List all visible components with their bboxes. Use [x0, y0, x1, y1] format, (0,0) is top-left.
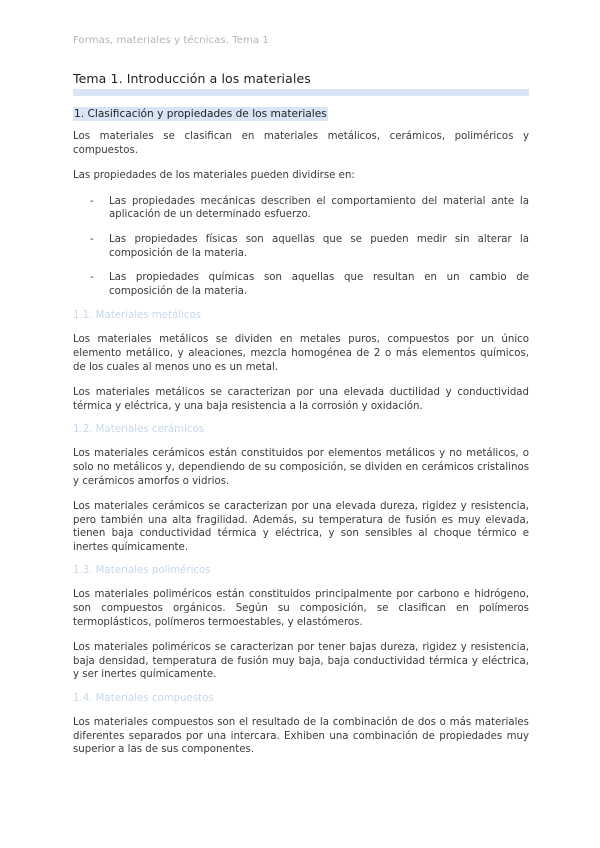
paragraph: Los materiales compuestos son el resultado de la combinación de dos o más materiales diferentes separados por una intercara. Exhiben una combinación de propiedades muy superior a las de sus componentes. — [73, 717, 529, 756]
list-item — [73, 271, 529, 298]
list-item-text: Las propiedades químicas son aquellas que resultan en un cambio de composición de la materia. — [109, 272, 529, 297]
document-body — [73, 102, 529, 757]
dash-bullet-icon: - — [90, 233, 94, 245]
section-heading: 1. Clasificación y propiedades de los materiales — [74, 108, 327, 120]
paragraph: Los materiales metálicos se dividen en metales puros, compuestos por un único elemento metálico, y aleaciones, mezcla homogénea de 2 o más elementos químicos, de los cuales al menos uno es un metal. — [73, 334, 529, 373]
dash-bullet-icon: - — [90, 195, 94, 207]
paragraph: Los materiales poliméricos están constituidos principalmente por carbono e hidrógeno, son compuestos orgánicos. Según su composición, se clasifican en polímeros termoplásticos, polímeros termoestables, y elastómeros. — [73, 589, 529, 628]
title-block — [73, 71, 529, 96]
paragraph: Los materiales cerámicos se caracterizan por una elevada dureza, rigidez y resistencia, pero también una alta fragilidad. Además, su temperatura de fusión es muy elevada, tienen baja conductividad térmica y eléctrica, y son sensibles al choque térmico e inertes químicamente. — [73, 501, 529, 553]
dash-bullet-icon: - — [90, 272, 94, 284]
page-title: Tema 1. Introducción a los materiales — [73, 71, 529, 96]
list-item — [73, 233, 529, 260]
subheading-composite: 1.4. Materiales compuestos — [73, 693, 214, 705]
subheading-metallic: 1.1. Materiales metálicos — [73, 310, 202, 322]
properties-intro: Las propiedades de los materiales pueden dividirse en: — [73, 170, 355, 182]
list-item — [73, 195, 529, 222]
paragraph: Los materiales poliméricos se caracterizan por tener bajas dureza, rigidez y resistencia, baja densidad, temperatura de fusión muy baja, baja conductividad térmica y eléctrica, y ser inertes químicamente. — [73, 642, 529, 681]
list-item-text: Las propiedades físicas son aquellas que se pueden medir sin alterar la composición de la materia. — [109, 233, 529, 259]
list-item-text: Las propiedades mecánicas describen el comportamiento del material ante la aplicación de un determinado esfuerzo. — [109, 195, 529, 221]
section-intro: Los materiales se clasifican en materiales metálicos, cerámicos, poliméricos y compuestos. — [73, 131, 529, 156]
paragraph: Los materiales cerámicos están constituidos por elementos metálicos y no metálicos, o solo no metálicos y, dependiendo de su composición, se dividen en cerámicos cristalinos y cerámicos amorfos o vidrios. — [73, 448, 529, 487]
subheading-polymeric: 1.3. Materiales poliméricos — [73, 565, 211, 577]
properties-list — [73, 195, 529, 299]
subheading-ceramic: 1.2. Materiales cerámicos — [73, 424, 205, 436]
paragraph: Los materiales metálicos se caracterizan por una elevada ductilidad y conductividad térmica y eléctrica, y una baja resistencia a la corrosión y oxidación. — [73, 387, 529, 412]
running-header: Formas, materiales y técnicas. Tema 1 — [73, 35, 269, 46]
